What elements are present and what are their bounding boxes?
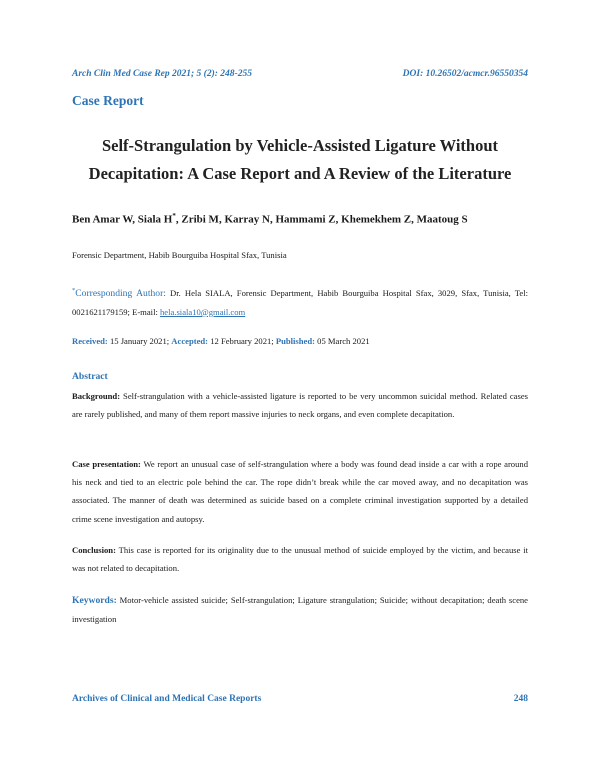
conclusion-label: Conclusion: (72, 545, 116, 555)
authors-part-1: Ben Amar W, Siala H (72, 213, 173, 226)
article-type-label: Case Report (72, 93, 144, 108)
corresponding-author-details: Dr. Hela SIALA, Forensic Department, Habib Bourguiba Hospital Sfax, 3029, Sfax, Tunisia, Tel: 0021621179159; E-mail: (72, 287, 528, 317)
keywords-text: Motor-vehicle assisted suicide; Self-strangulation; Ligature strangulation; Suicide; without decapitation; death scene investigation (72, 595, 528, 625)
received-label: Received: (72, 336, 108, 346)
accepted-date: 12 February 2021; (208, 336, 276, 346)
affiliation: Forensic Department, Habib Bourguiba Hospital Sfax, Tunisia (72, 250, 287, 260)
footer-journal-name: Archives of Clinical and Medical Case Reports (72, 694, 262, 704)
published-label: Published: (275, 336, 316, 346)
abstract-background (72, 387, 528, 423)
article-title: Self-Strangulation by Vehicle-Assisted Ligature Without Decapitation: A Case Report and A Review of the Literature (88, 136, 512, 183)
journal-citation: Arch Clin Med Case Rep 2021; 5 (2): 248-255 (72, 69, 252, 79)
case-presentation-label: Case presentation: (72, 459, 141, 469)
publication-dates (72, 336, 528, 346)
email-link[interactable]: hela.siala10@gmail.com (160, 306, 246, 317)
corresponding-mark-2: * (72, 287, 76, 294)
published-date: 05 March 2021 (315, 336, 370, 346)
corresponding-author-block (72, 282, 528, 321)
page-number: 248 (513, 694, 528, 704)
conclusion-text: This case is reported for its originality due to the unusual method of suicide employed by the victim, and because it was not related to decapitation. (72, 545, 528, 574)
accepted-label: Accepted: (171, 336, 209, 346)
authors-part-2: , Zribi M, Karray N, Hammami Z, Khemekhem Z, Maatoug S (175, 213, 468, 226)
background-label: Background: (72, 391, 121, 401)
background-text: Self-strangulation with a vehicle-assisted ligature is reported to be very uncommon suicidal method. Related cases are rarely published, and many of them report massive injuries to neck organs, and even complete decapitation. (72, 391, 528, 420)
abstract-conclusion (72, 541, 528, 577)
abstract-heading: Abstract (72, 371, 108, 382)
doi-link[interactable]: DOI: 10.26502/acmcr.96550354 (402, 69, 528, 79)
keywords-label: Keywords: (72, 595, 117, 606)
case-presentation-text: We report an unusual case of self-strangulation where a body was found dead inside a car with a rope around his neck and tied to an electric pole behind the car. The rope didn’t break while the car moved away, and no decapitation was associated. The manner of death was determined as suicide based on a complete criminal investigation supported by a detailed crime scene investigation and autopsy. (72, 459, 528, 524)
author-list (72, 212, 528, 226)
corresponding-mark: * (172, 212, 176, 220)
received-date: 15 January 2021; (107, 336, 172, 346)
abstract-case-presentation (72, 455, 528, 528)
corresponding-author-label: Corresponding Author: (75, 287, 166, 299)
keywords (72, 591, 528, 628)
